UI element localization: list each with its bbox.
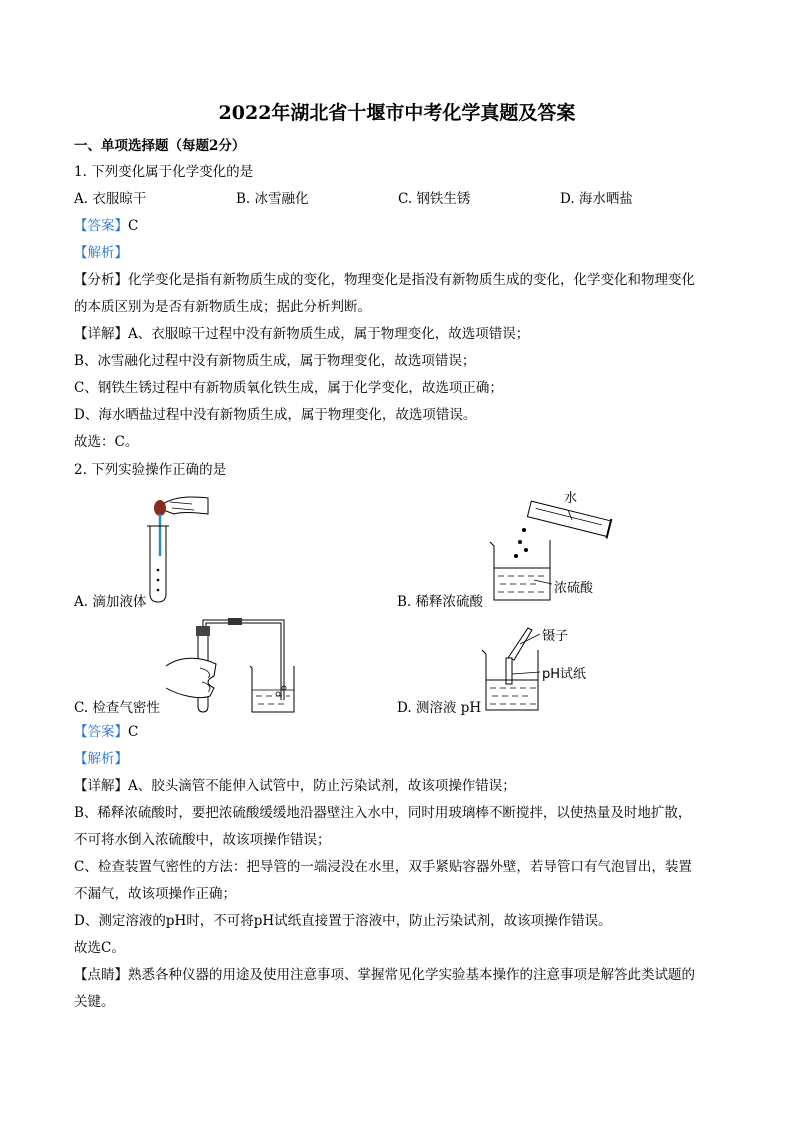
q1-stem: 1. 下列变化属于化学变化的是: [74, 164, 254, 180]
q2-dianjing-line1: [74, 965, 695, 985]
page-title: 2022年湖北省十堰市中考化学真题及答案: [218, 102, 576, 124]
q2-answer: [74, 722, 138, 742]
q1-fenxi-line1: [74, 270, 695, 290]
q1-option-b: B. 冰雪融化: [236, 191, 309, 207]
q2-detail-a-text: A、胶头滴管不能伸入试管中，防止污染试剂，故该项操作错误；: [128, 778, 516, 794]
q2-detail-c2: 不漏气，故该项操作正确；: [74, 886, 236, 902]
q2-dianjing-text1: 熟悉各种仪器的用途及使用注意事项、掌握常见化学实验基本操作的注意事项是解答此类试题的: [128, 967, 695, 983]
label-acid: 浓硫酸: [554, 581, 594, 596]
section-heading: 一、单项选择题（每题2分）: [74, 138, 246, 154]
q1-fenxi-line2: 的本质区别为是否有新物质生成；据此分析判断。: [74, 299, 371, 315]
q2-stem: 2. 下列实验操作正确的是: [74, 462, 227, 478]
detail-tag: 【详解】: [74, 326, 128, 342]
q1-detail-b: B、冰雪融化过程中没有新物质生成，属于物理变化，故选项错误；: [74, 353, 476, 369]
q2-detail-b1: B、稀释浓硫酸时，要把浓硫酸缓缓地沿器壁注入水中，同时用玻璃棒不断搅拌，以使热量及时地扩散，: [74, 805, 692, 821]
figure-d-label: D. 测溶液 pH: [397, 700, 482, 716]
answer-tag: 【答案】: [74, 218, 128, 234]
figure-b-label: B. 稀释浓硫酸: [397, 594, 484, 610]
label-water: 水: [564, 491, 578, 506]
q1-answer: [74, 216, 138, 236]
q1-detail-c: C、钢铁生锈过程中有新物质氧化铁生成，属于化学变化，故选项正确；: [74, 380, 503, 396]
detail-tag: 【详解】: [74, 778, 128, 794]
label-ph-paper: pH试纸: [542, 667, 587, 682]
fenxi-tag: 【分析】: [74, 272, 128, 288]
q1-detail-d: D、海水晒盐过程中没有新物质生成，属于物理变化，故选项错误。: [74, 407, 477, 423]
q2-detail-b2: 不可将水倒入浓硫酸中，故该项操作错误；: [74, 832, 331, 848]
q1-answer-value: C: [128, 218, 139, 234]
figure-c-airtightness: [160, 616, 300, 714]
q2-detail-c1: C、检查装置气密性的方法：把导管的一端浸没在水里，双手紧贴容器外壁，若导管口有气泡冒出，装置: [74, 859, 692, 875]
q2-detail-d: D、测定溶液的pH时，不可将pH试纸直接置于溶液中，防止污染试剂，故该项操作错误。: [74, 913, 612, 929]
q1-fenxi-text1: 化学变化是指有新物质生成的变化，物理变化是指没有新物质生成的变化，化学变化和物理变化: [128, 272, 695, 288]
q1-choose: 故选：C。: [74, 434, 139, 450]
q2-analysis-tag: 【解析】: [74, 751, 128, 767]
q1-detail-a-text: A、衣服晾干过程中没有新物质生成，属于物理变化，故选项错误；: [128, 326, 530, 342]
q1-analysis-tag: 【解析】: [74, 245, 128, 261]
answer-tag: 【答案】: [74, 724, 128, 740]
q1-option-a: A. 衣服晾干: [74, 191, 147, 207]
figure-a-dropper: [130, 490, 210, 608]
figure-c-label: C. 检查气密性: [74, 700, 160, 716]
q1-detail-a: [74, 324, 529, 344]
q1-option-c: C. 钢铁生锈: [398, 191, 471, 207]
q1-option-d: D. 海水晒盐: [560, 191, 633, 207]
q2-answer-value: C: [128, 724, 139, 740]
figure-d-ph: [480, 624, 620, 716]
q2-detail-a: [74, 776, 516, 796]
figure-b-dilution: [484, 484, 624, 606]
q2-choose: 故选C。: [74, 940, 125, 956]
figure-a-label: A. 滴加液体: [74, 594, 147, 610]
label-tweezers: 镊子: [542, 629, 569, 644]
dianjing-tag: 【点睛】: [74, 967, 128, 983]
q2-dianjing-line2: 关键。: [74, 994, 115, 1010]
